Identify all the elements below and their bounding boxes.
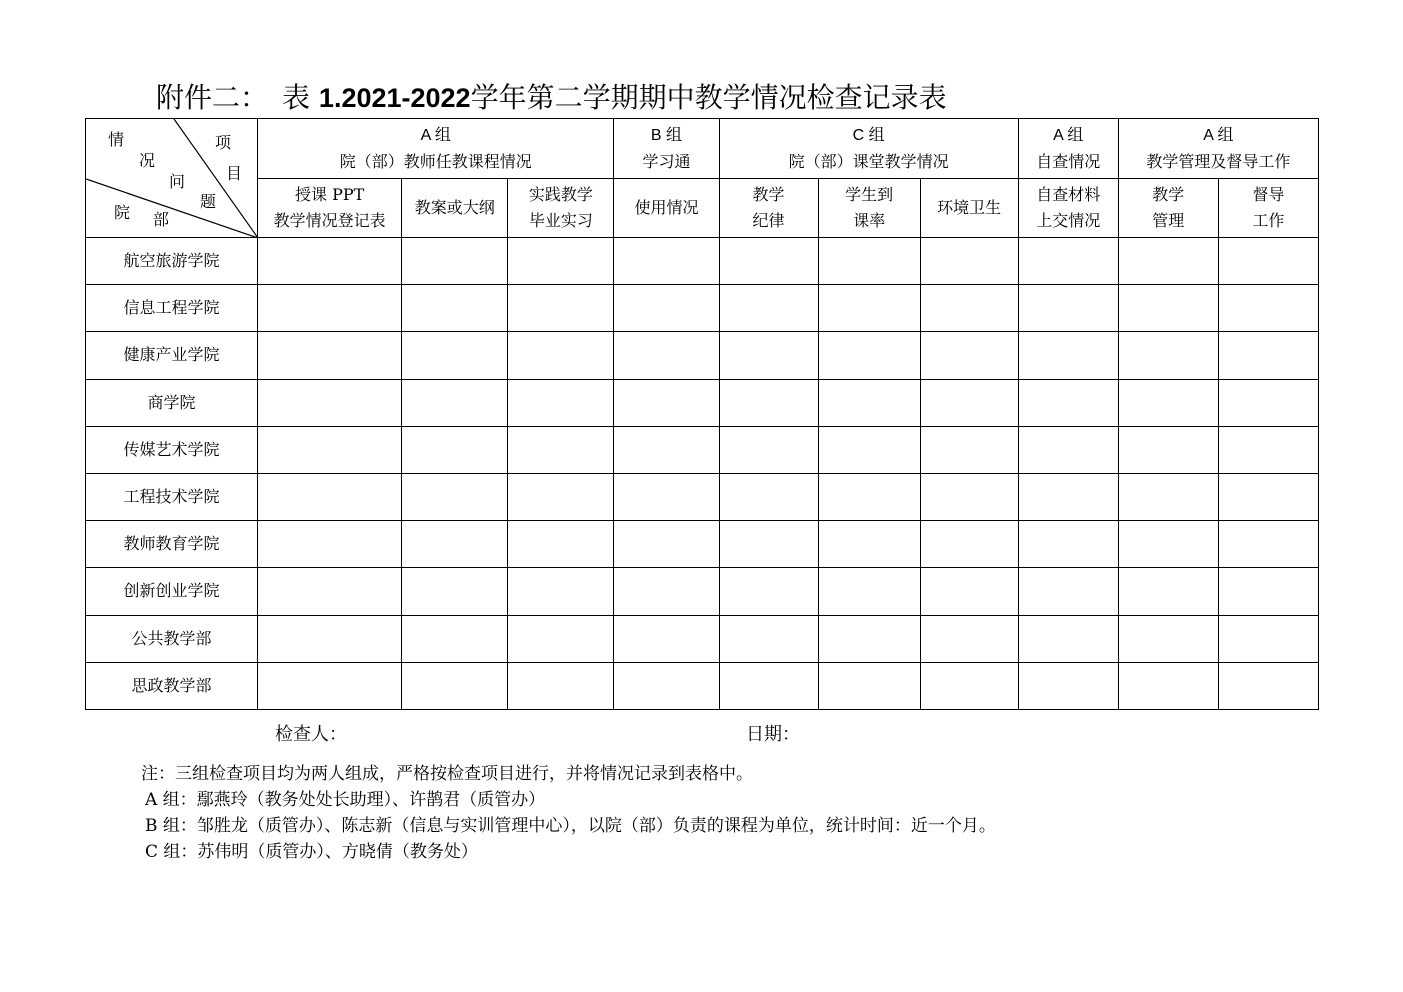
record-cell[interactable] xyxy=(1118,426,1218,473)
group-name: 院（部）课堂教学情况 xyxy=(788,151,949,171)
record-cell[interactable] xyxy=(818,426,920,473)
record-cell[interactable] xyxy=(508,521,614,568)
record-cell[interactable] xyxy=(719,521,818,568)
record-cell[interactable] xyxy=(402,568,508,615)
table-row xyxy=(86,662,1319,709)
column-header-text: 教学 xyxy=(752,185,785,204)
record-cell[interactable] xyxy=(1118,332,1218,379)
record-cell[interactable] xyxy=(719,379,818,426)
record-cell[interactable] xyxy=(402,521,508,568)
department-name: 创新创业学院 xyxy=(86,568,258,615)
record-cell[interactable] xyxy=(258,332,402,379)
record-cell[interactable] xyxy=(1118,615,1218,662)
group-tag: A 组 xyxy=(1203,126,1234,144)
record-cell[interactable] xyxy=(508,426,614,473)
column-header-text: 纪律 xyxy=(752,211,785,230)
column-header-text: 学生到 xyxy=(845,185,894,204)
record-cell[interactable] xyxy=(1018,332,1118,379)
record-cell[interactable] xyxy=(614,238,719,285)
column-header-text: 教案或大纲 xyxy=(414,198,495,217)
record-cell[interactable] xyxy=(920,568,1018,615)
record-cell[interactable] xyxy=(258,521,402,568)
table-row xyxy=(86,285,1319,332)
record-cell[interactable] xyxy=(818,662,920,709)
record-cell[interactable] xyxy=(1118,238,1218,285)
inspection-table xyxy=(85,118,1319,710)
record-cell[interactable] xyxy=(1018,238,1118,285)
corner-header-cell xyxy=(86,119,258,238)
group-name: 学习通 xyxy=(642,151,691,171)
record-cell[interactable] xyxy=(258,426,402,473)
group-name: 教学管理及督导工作 xyxy=(1146,151,1291,171)
date-label: 日期： xyxy=(746,724,800,745)
record-cell[interactable] xyxy=(1018,379,1118,426)
column-header-text: 教学情况登记表 xyxy=(273,211,386,230)
group-header xyxy=(1118,119,1318,179)
group-header xyxy=(614,119,719,179)
inspector-label: 检查人： xyxy=(275,724,347,745)
department-name: 公共教学部 xyxy=(86,615,258,662)
note-line: B 组：邹胜龙（质管办）、陈志新（信息与实训管理中心），以院（部）负责的课程为单位，统计时间：近一个月。 xyxy=(145,816,996,836)
record-cell[interactable] xyxy=(508,332,614,379)
record-cell[interactable] xyxy=(818,568,920,615)
record-cell[interactable] xyxy=(614,379,719,426)
record-cell[interactable] xyxy=(402,426,508,473)
record-cell[interactable] xyxy=(508,238,614,285)
record-cell[interactable] xyxy=(402,238,508,285)
record-cell[interactable] xyxy=(1118,662,1218,709)
table-row xyxy=(86,568,1319,615)
record-cell[interactable] xyxy=(508,379,614,426)
record-cell[interactable] xyxy=(920,285,1018,332)
record-cell[interactable] xyxy=(920,521,1018,568)
note-line: C 组：苏伟明（质管办）、方晓倩（教务处） xyxy=(145,842,478,862)
record-cell[interactable] xyxy=(614,521,719,568)
record-cell[interactable] xyxy=(1218,662,1318,709)
column-header xyxy=(1018,179,1118,238)
group-tag: A 组 xyxy=(1053,126,1084,144)
department-name: 工程技术学院 xyxy=(86,473,258,520)
record-cell[interactable] xyxy=(1218,332,1318,379)
record-cell[interactable] xyxy=(508,568,614,615)
record-cell[interactable] xyxy=(1018,521,1118,568)
record-cell[interactable] xyxy=(818,238,920,285)
group-name: 院（部）教师任教课程情况 xyxy=(339,151,532,171)
record-cell[interactable] xyxy=(1118,568,1218,615)
record-cell[interactable] xyxy=(508,615,614,662)
table-row xyxy=(86,379,1319,426)
department-name: 商学院 xyxy=(86,379,258,426)
record-cell[interactable] xyxy=(1118,285,1218,332)
record-cell[interactable] xyxy=(508,473,614,520)
column-header-text: 督导 xyxy=(1252,185,1285,204)
corner-char: 情 xyxy=(108,130,125,149)
record-cell[interactable] xyxy=(719,615,818,662)
record-cell[interactable] xyxy=(258,473,402,520)
column-header-text: 教学 xyxy=(1152,185,1185,204)
record-cell[interactable] xyxy=(402,332,508,379)
record-cell[interactable] xyxy=(1018,473,1118,520)
column-header xyxy=(920,179,1018,238)
column-header-text: 实践教学 xyxy=(528,185,593,204)
record-cell[interactable] xyxy=(508,662,614,709)
corner-char: 目 xyxy=(226,164,243,183)
record-cell[interactable] xyxy=(719,426,818,473)
record-cell[interactable] xyxy=(508,285,614,332)
record-cell[interactable] xyxy=(818,521,920,568)
group-tag: C 组 xyxy=(852,126,885,144)
record-cell[interactable] xyxy=(1218,521,1318,568)
record-cell[interactable] xyxy=(920,379,1018,426)
record-cell[interactable] xyxy=(818,615,920,662)
title-label: 表 xyxy=(282,81,319,114)
corner-char: 题 xyxy=(200,192,217,211)
record-cell[interactable] xyxy=(614,426,719,473)
record-cell[interactable] xyxy=(614,662,719,709)
corner-char: 部 xyxy=(153,210,170,229)
record-cell[interactable] xyxy=(1118,379,1218,426)
record-cell[interactable] xyxy=(258,662,402,709)
record-cell[interactable] xyxy=(1118,473,1218,520)
record-cell[interactable] xyxy=(614,615,719,662)
column-header-text: 自查材料 xyxy=(1036,185,1101,204)
record-cell[interactable] xyxy=(719,568,818,615)
record-cell[interactable] xyxy=(1218,426,1318,473)
record-cell[interactable] xyxy=(719,473,818,520)
column-header xyxy=(614,179,719,238)
column-header-row xyxy=(86,179,1319,238)
record-cell[interactable] xyxy=(818,332,920,379)
column-header-text: 管理 xyxy=(1152,211,1185,230)
column-header-text: 工作 xyxy=(1252,211,1285,230)
column-header xyxy=(402,179,508,238)
column-header-text: 使用情况 xyxy=(634,198,699,217)
record-cell[interactable] xyxy=(258,285,402,332)
record-cell[interactable] xyxy=(920,238,1018,285)
record-cell[interactable] xyxy=(920,426,1018,473)
record-cell[interactable] xyxy=(920,332,1018,379)
department-name: 传媒艺术学院 xyxy=(86,426,258,473)
record-cell[interactable] xyxy=(258,568,402,615)
record-cell[interactable] xyxy=(920,615,1018,662)
column-header-text: 环境卫生 xyxy=(937,198,1002,217)
record-cell[interactable] xyxy=(402,615,508,662)
group-header xyxy=(719,119,1018,179)
record-cell[interactable] xyxy=(920,662,1018,709)
record-cell[interactable] xyxy=(614,332,719,379)
column-header xyxy=(818,179,920,238)
group-header xyxy=(258,119,614,179)
record-cell[interactable] xyxy=(818,473,920,520)
record-cell[interactable] xyxy=(258,238,402,285)
corner-char: 院 xyxy=(114,203,131,222)
table-row xyxy=(86,521,1319,568)
column-header xyxy=(258,179,402,238)
record-cell[interactable] xyxy=(1218,568,1318,615)
column-header-text: 授课 PPT xyxy=(295,185,365,204)
record-cell[interactable] xyxy=(614,473,719,520)
record-cell[interactable] xyxy=(920,473,1018,520)
column-header xyxy=(508,179,614,238)
record-cell[interactable] xyxy=(402,285,508,332)
department-name: 健康产业学院 xyxy=(86,332,258,379)
record-cell[interactable] xyxy=(258,615,402,662)
record-cell[interactable] xyxy=(719,285,818,332)
record-cell[interactable] xyxy=(402,473,508,520)
record-cell[interactable] xyxy=(719,662,818,709)
record-cell[interactable] xyxy=(818,285,920,332)
record-cell[interactable] xyxy=(1018,568,1118,615)
record-cell[interactable] xyxy=(1018,615,1118,662)
group-header xyxy=(1018,119,1118,179)
title-rest: 学年第二学期期中教学情况检查记录表 xyxy=(470,81,947,114)
column-header-text: 上交情况 xyxy=(1036,211,1101,230)
record-cell[interactable] xyxy=(719,238,818,285)
record-cell[interactable] xyxy=(1018,285,1118,332)
table-row xyxy=(86,426,1319,473)
record-cell[interactable] xyxy=(719,332,818,379)
table-row xyxy=(86,473,1319,520)
record-cell[interactable] xyxy=(1018,662,1118,709)
table-row xyxy=(86,238,1319,285)
table-body xyxy=(86,238,1319,710)
group-tag: B 组 xyxy=(650,126,683,144)
department-name: 教师教育学院 xyxy=(86,521,258,568)
column-header xyxy=(719,179,818,238)
title-number: 1.2021-2022 xyxy=(318,83,471,113)
record-cell[interactable] xyxy=(1218,615,1318,662)
record-cell[interactable] xyxy=(614,285,719,332)
record-cell[interactable] xyxy=(1218,473,1318,520)
record-cell[interactable] xyxy=(402,379,508,426)
table-row xyxy=(86,615,1319,662)
group-tag: A 组 xyxy=(420,126,451,144)
record-cell[interactable] xyxy=(1218,238,1318,285)
table-row xyxy=(86,332,1319,379)
record-cell[interactable] xyxy=(614,568,719,615)
corner-char: 项 xyxy=(215,133,232,152)
note-line: 注：三组检查项目均为两人组成，严格按检查项目进行，并将情况记录到表格中。 xyxy=(141,764,753,784)
column-header-text: 毕业实习 xyxy=(528,211,593,230)
note-line: A 组：鄢燕玲（教务处处长助理）、许鹊君（质管办） xyxy=(145,790,546,810)
record-cell[interactable] xyxy=(402,662,508,709)
record-cell[interactable] xyxy=(1018,426,1118,473)
record-cell[interactable] xyxy=(818,379,920,426)
department-name: 信息工程学院 xyxy=(86,285,258,332)
corner-char: 问 xyxy=(169,172,186,191)
department-name: 思政教学部 xyxy=(86,662,258,709)
title-prefix: 附件二： xyxy=(156,81,269,114)
record-cell[interactable] xyxy=(1218,379,1318,426)
record-cell[interactable] xyxy=(1118,521,1218,568)
record-cell[interactable] xyxy=(1218,285,1318,332)
column-header xyxy=(1118,179,1218,238)
department-name: 航空旅游学院 xyxy=(86,238,258,285)
column-header-text: 课率 xyxy=(853,211,886,230)
document-title xyxy=(156,78,947,118)
record-cell[interactable] xyxy=(258,379,402,426)
group-name: 自查情况 xyxy=(1036,151,1101,171)
column-header xyxy=(1218,179,1318,238)
corner-char: 况 xyxy=(139,151,156,170)
